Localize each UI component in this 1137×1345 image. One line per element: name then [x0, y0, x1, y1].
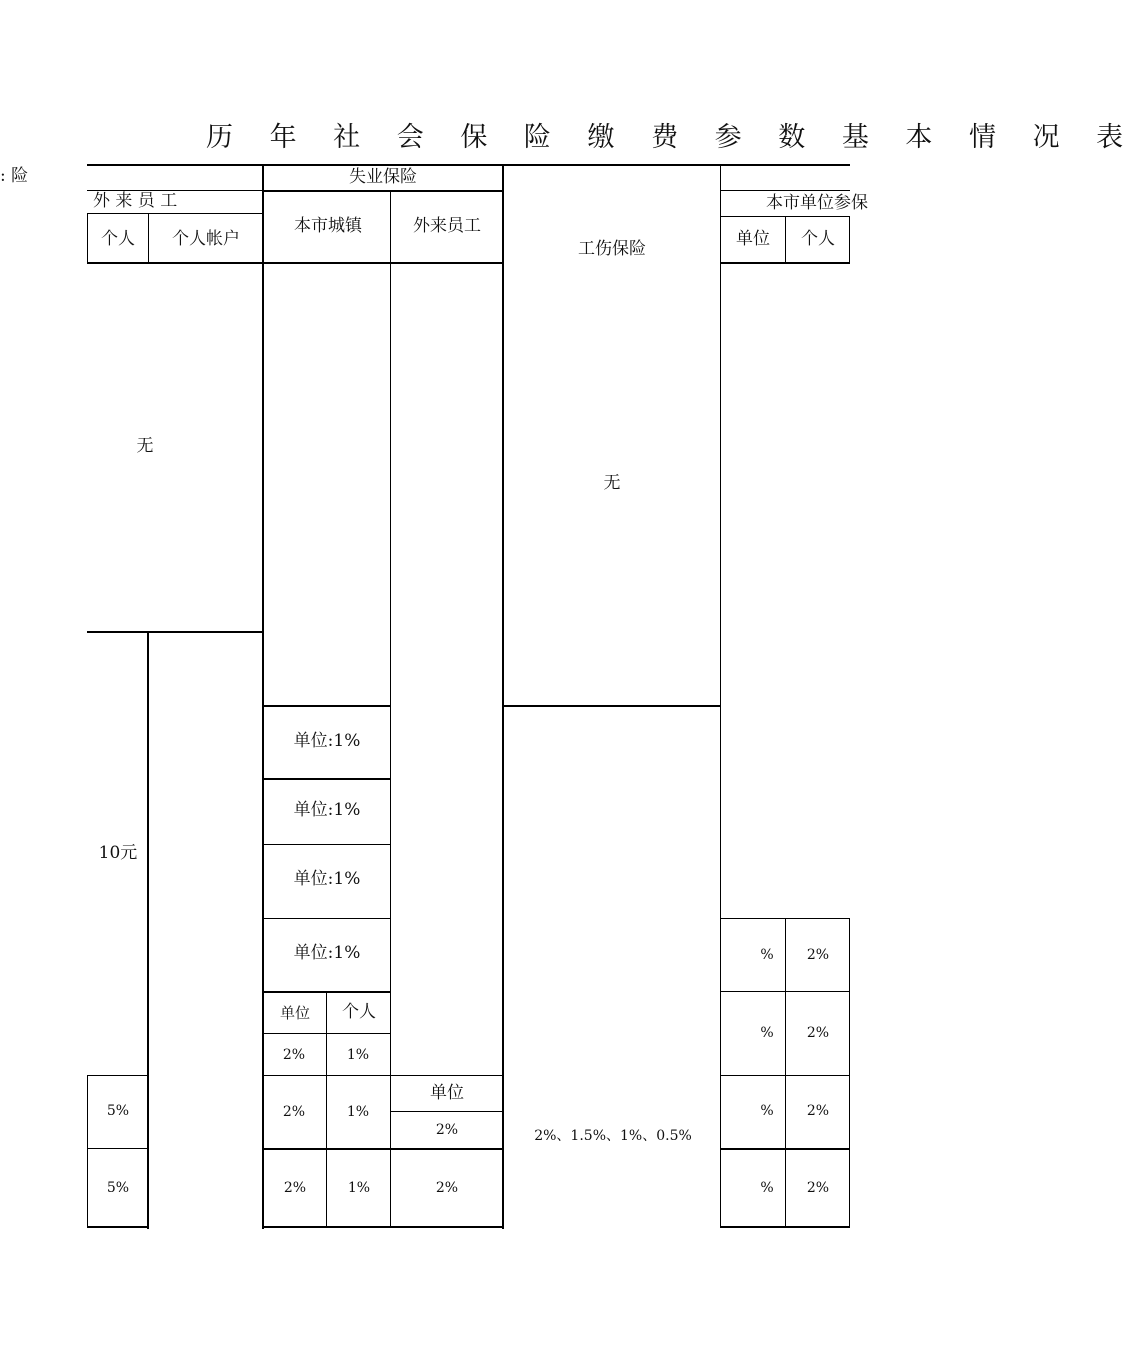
header-unemployment: 失业保险: [349, 167, 417, 187]
cell-right-r2-a: %: [760, 1025, 774, 1041]
header-urban-local: 本市城镇: [294, 216, 362, 236]
cell-unit-rate-4: 单位:1%: [293, 943, 361, 963]
cell-row7-left: 5%: [106, 1180, 130, 1196]
header-individual-right: 个人: [801, 229, 835, 249]
cell-unit-rate-1: 单位:1%: [293, 731, 361, 751]
cell-row6-left: 5%: [106, 1103, 130, 1119]
page-title: 历 年 社 会 保 险 缴 费 参 数 基 本 情 况 表: [206, 122, 1137, 153]
cell-right-r2-b: 2%: [806, 1025, 830, 1041]
header-migrant-workers: 外 来 员 工: [93, 191, 178, 211]
cell-injury-rates: 2%、1.5%、1%、0.5%: [534, 1128, 692, 1144]
cell-right-r4-a: %: [760, 1180, 774, 1196]
cell-right-r3-a: %: [760, 1103, 774, 1119]
cell-row7-unit: 2%: [283, 1180, 307, 1196]
cell-row6-migrant-head: 单位: [430, 1083, 464, 1103]
cell-sub-individual: 个人: [342, 1002, 376, 1022]
cell-sub-unit: 单位: [279, 1004, 311, 1022]
cell-row5-unit: 2%: [282, 1047, 306, 1063]
header-individual: 个人: [101, 229, 135, 249]
cell-row6-unit: 2%: [282, 1104, 306, 1120]
cell-row6-migrant-value: 2%: [435, 1122, 459, 1138]
cell-ten-yuan: 10元: [98, 843, 138, 863]
cell-none-left: 无: [136, 436, 154, 456]
cell-right-r3-b: 2%: [806, 1103, 830, 1119]
cut-off-label: : 险: [0, 166, 29, 186]
cell-row7-individual: 1%: [347, 1180, 371, 1196]
header-work-injury: 工伤保险: [578, 239, 646, 259]
cell-unit-rate-3: 单位:1%: [293, 869, 361, 889]
cell-none-injury: 无: [603, 473, 621, 493]
header-employer: 单位: [736, 229, 770, 249]
cell-right-r4-b: 2%: [806, 1180, 830, 1196]
cell-right-r1-b: 2%: [806, 947, 830, 963]
header-local-employer-insured: 本市单位参保: [766, 193, 868, 213]
cell-unit-rate-2: 单位:1%: [293, 800, 361, 820]
header-individual-account: 个人帐户: [172, 229, 240, 249]
header-migrant-local: 外来员工: [413, 216, 481, 236]
cell-row6-individual: 1%: [346, 1104, 370, 1120]
cell-row5-individual: 1%: [346, 1047, 370, 1063]
cell-row7-migrant: 2%: [435, 1180, 459, 1196]
cell-right-r1-a: %: [760, 947, 774, 963]
